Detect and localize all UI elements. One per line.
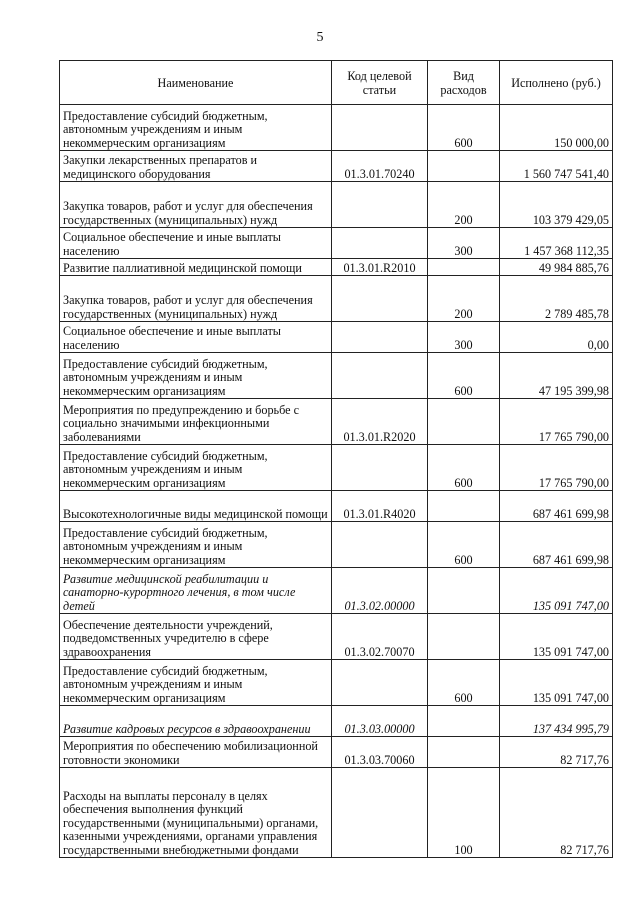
table-row [60, 568, 613, 614]
row-target-code: 01.3.03.70060 [332, 737, 428, 768]
row-name: Высокотехнологичные виды медицинской помощи [60, 491, 332, 522]
row-amount: 2 789 485,78 [500, 276, 613, 322]
table-header-row [60, 61, 613, 105]
row-expense-type: 200 [428, 276, 500, 322]
row-expense-type [428, 614, 500, 660]
table-row [60, 105, 613, 151]
row-name: Мероприятия по предупреждению и борьбе с социально значимыми инфекционными заболеваниями [60, 399, 332, 445]
row-target-code: 01.3.02.00000 [332, 568, 428, 614]
expenditure-table [59, 60, 613, 858]
row-target-code: 01.3.01.R4020 [332, 491, 428, 522]
row-expense-type [428, 151, 500, 182]
header-name: Наименование [60, 61, 332, 105]
row-amount: 135 091 747,00 [500, 568, 613, 614]
row-name: Предоставление субсидий бюджетным, автономным учреждениям и иным некоммерческим организациям [60, 660, 332, 706]
row-name: Закупка товаров, работ и услуг для обеспечения государственных (муниципальных) нужд [60, 276, 332, 322]
row-expense-type: 300 [428, 322, 500, 353]
table-row [60, 445, 613, 491]
row-target-code [332, 353, 428, 399]
table-row [60, 151, 613, 182]
row-name: Мероприятия по обеспечению мобилизационной готовности экономики [60, 737, 332, 768]
row-expense-type: 600 [428, 660, 500, 706]
row-target-code [332, 105, 428, 151]
row-target-code: 01.3.03.00000 [332, 706, 428, 737]
row-target-code: 01.3.01.R2020 [332, 399, 428, 445]
row-name: Закупки лекарственных препаратов и медицинского оборудования [60, 151, 332, 182]
row-amount: 103 379 429,05 [500, 182, 613, 228]
row-amount: 1 560 747 541,40 [500, 151, 613, 182]
table-row [60, 768, 613, 858]
row-target-code: 01.3.01.R2010 [332, 259, 428, 276]
row-name: Развитие кадровых ресурсов в здравоохранении [60, 706, 332, 737]
row-expense-type: 600 [428, 445, 500, 491]
row-name: Предоставление субсидий бюджетным, автономным учреждениям и иным некоммерческим организациям [60, 445, 332, 491]
row-expense-type [428, 706, 500, 737]
header-amount: Исполнено (руб.) [500, 61, 613, 105]
table-body [60, 105, 613, 858]
row-name: Социальное обеспечение и иные выплаты населению [60, 228, 332, 259]
table-row [60, 276, 613, 322]
table-row [60, 614, 613, 660]
row-name: Расходы на выплаты персоналу в целях обеспечения выполнения функций государственными (муниципальными) органами, казенными учреждениями, органами управления государственными внебюджетными фондами [60, 768, 332, 858]
table-row [60, 228, 613, 259]
table-row [60, 737, 613, 768]
row-target-code: 01.3.02.70070 [332, 614, 428, 660]
row-name: Развитие медицинской реабилитации и санаторно-курортного лечения, в том числе детей [60, 568, 332, 614]
row-amount: 17 765 790,00 [500, 399, 613, 445]
row-target-code [332, 768, 428, 858]
row-expense-type: 600 [428, 522, 500, 568]
row-amount: 82 717,76 [500, 737, 613, 768]
row-amount: 135 091 747,00 [500, 614, 613, 660]
row-amount: 687 461 699,98 [500, 491, 613, 522]
table-row [60, 399, 613, 445]
table-row [60, 660, 613, 706]
table-row [60, 322, 613, 353]
row-name: Предоставление субсидий бюджетным, автономным учреждениям и иным некоммерческим организациям [60, 105, 332, 151]
row-target-code [332, 228, 428, 259]
row-amount: 49 984 885,76 [500, 259, 613, 276]
row-expense-type [428, 737, 500, 768]
row-target-code [332, 182, 428, 228]
header-code: Код целевой статьи [332, 61, 428, 105]
row-target-code [332, 522, 428, 568]
row-target-code: 01.3.01.70240 [332, 151, 428, 182]
row-amount: 687 461 699,98 [500, 522, 613, 568]
row-amount: 47 195 399,98 [500, 353, 613, 399]
table-row [60, 706, 613, 737]
row-expense-type: 100 [428, 768, 500, 858]
table-row [60, 182, 613, 228]
row-target-code [332, 660, 428, 706]
row-amount: 17 765 790,00 [500, 445, 613, 491]
row-amount: 135 091 747,00 [500, 660, 613, 706]
row-target-code [332, 276, 428, 322]
row-expense-type [428, 259, 500, 276]
row-amount: 150 000,00 [500, 105, 613, 151]
row-name: Закупка товаров, работ и услуг для обеспечения государственных (муниципальных) нужд [60, 182, 332, 228]
row-amount: 1 457 368 112,35 [500, 228, 613, 259]
page-number: 5 [316, 30, 324, 45]
row-expense-type [428, 399, 500, 445]
row-amount: 82 717,76 [500, 768, 613, 858]
row-expense-type: 300 [428, 228, 500, 259]
row-expense-type: 600 [428, 353, 500, 399]
table-row [60, 491, 613, 522]
row-target-code [332, 322, 428, 353]
row-name: Предоставление субсидий бюджетным, автономным учреждениям и иным некоммерческим организациям [60, 522, 332, 568]
row-target-code [332, 445, 428, 491]
row-expense-type [428, 568, 500, 614]
row-name: Развитие паллиативной медицинской помощи [60, 259, 332, 276]
row-name: Обеспечение деятельности учреждений, подведомственных учредителю в сфере здравоохранения [60, 614, 332, 660]
table-row [60, 353, 613, 399]
table-row [60, 259, 613, 276]
row-expense-type: 200 [428, 182, 500, 228]
table-row [60, 522, 613, 568]
header-type: Вид расходов [428, 61, 500, 105]
row-expense-type [428, 491, 500, 522]
row-expense-type: 600 [428, 105, 500, 151]
row-name: Социальное обеспечение и иные выплаты населению [60, 322, 332, 353]
row-amount: 0,00 [500, 322, 613, 353]
row-amount: 137 434 995,79 [500, 706, 613, 737]
row-name: Предоставление субсидий бюджетным, автономным учреждениям и иным некоммерческим организациям [60, 353, 332, 399]
